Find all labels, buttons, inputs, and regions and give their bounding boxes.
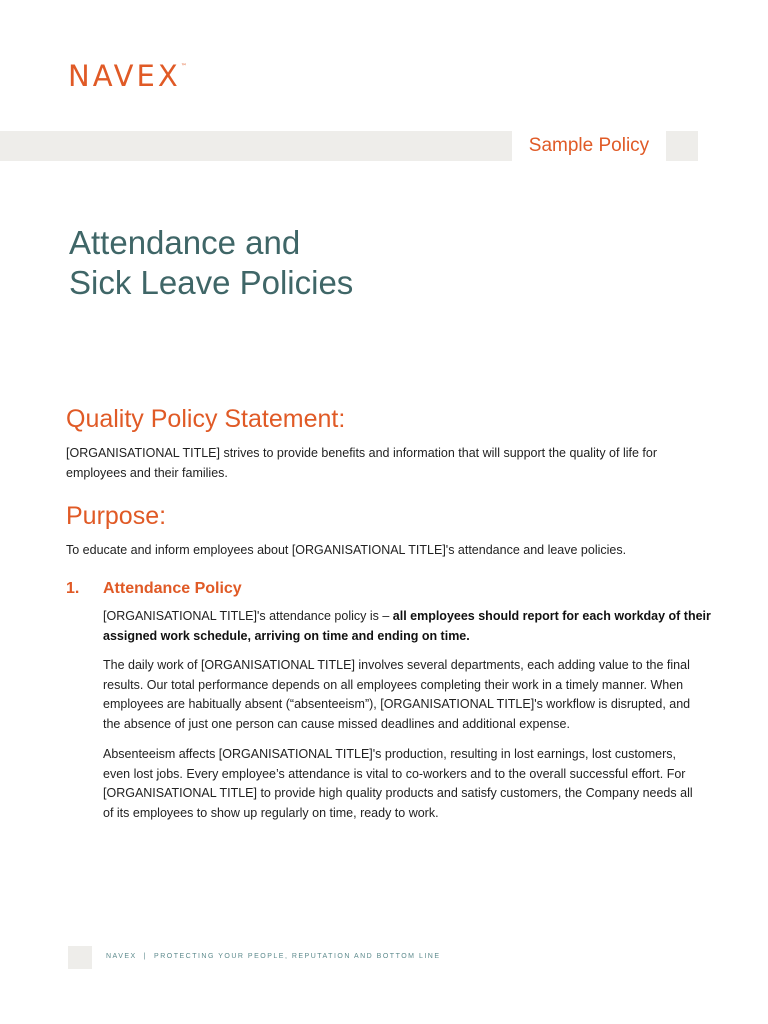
- attendance-p2-line: the absence of just one person can cause missed deadlines and additional expense.: [103, 716, 570, 731]
- footer-brand: NAVEX: [106, 953, 137, 960]
- section-number: 1.: [66, 580, 80, 597]
- document-title-line-2: Sick Leave Policies: [69, 264, 354, 301]
- attendance-p3-line: [ORGANISATIONAL TITLE] to provide high quality products and satisfy customers, the Company needs all: [103, 786, 693, 801]
- footer-tagline-text: PROTECTING YOUR PEOPLE, REPUTATION AND BOTTOM LINE: [154, 953, 441, 960]
- quality-policy-line-2: employees and their families.: [66, 465, 228, 480]
- footer-marker: [68, 946, 92, 969]
- attendance-paragraph-2: [103, 656, 690, 734]
- quality-policy-text: [66, 444, 657, 483]
- attendance-p2-line: The daily work of [ORGANISATIONAL TITLE] involves several departments, each adding value to the final: [103, 658, 690, 672]
- attendance-policy-heading: Attendance Policy: [103, 580, 242, 597]
- trademark-mark: ™: [180, 63, 187, 70]
- footer-separator: |: [143, 953, 148, 960]
- attendance-p3-line: of its employees to show up regularly on time, ready to work.: [103, 805, 439, 820]
- attendance-p1-text: [ORGANISATIONAL TITLE]'s attendance policy is –: [103, 609, 393, 623]
- purpose-text: To educate and inform employees about [ORGANISATIONAL TITLE]'s attendance and leave policies.: [66, 543, 627, 557]
- attendance-p3-line: even lost jobs. Every employee’s attendance is vital to co-workers and to the overall successful effort. For: [103, 766, 686, 781]
- logo-text: NAVEX: [68, 59, 181, 93]
- footer-tagline: [106, 953, 441, 960]
- document-title: [69, 223, 353, 303]
- header-band: [0, 131, 512, 161]
- attendance-p1-bold-b: assigned work schedule, arriving on time and ending on time.: [103, 628, 470, 643]
- purpose-heading: Purpose:: [66, 502, 167, 530]
- quality-policy-line-1: [ORGANISATIONAL TITLE] strives to provide benefits and information that will support the quality of life for: [66, 446, 657, 460]
- attendance-paragraph-3: [103, 745, 693, 823]
- header-band-end: [666, 131, 698, 161]
- document-title-line-1: Attendance and: [69, 224, 301, 261]
- attendance-p1-bold-a: all employees should report for each workday of their: [392, 609, 711, 623]
- attendance-p2-line: employees are habitually absent (“absenteeism”), [ORGANISATIONAL TITLE]'s workflow is disrupted, and: [103, 697, 691, 712]
- attendance-p2-line: results. Our total performance depends on all employees completing their work in a timely manner. When: [103, 677, 684, 692]
- attendance-p3-line: Absenteeism affects [ORGANISATIONAL TITLE]'s production, resulting in lost earnings, lost customers,: [103, 747, 676, 761]
- quality-policy-heading: Quality Policy Statement:: [66, 405, 346, 433]
- navex-logo: [68, 59, 187, 93]
- attendance-paragraph-1: [103, 607, 711, 646]
- sample-policy-tag: Sample Policy: [512, 131, 666, 161]
